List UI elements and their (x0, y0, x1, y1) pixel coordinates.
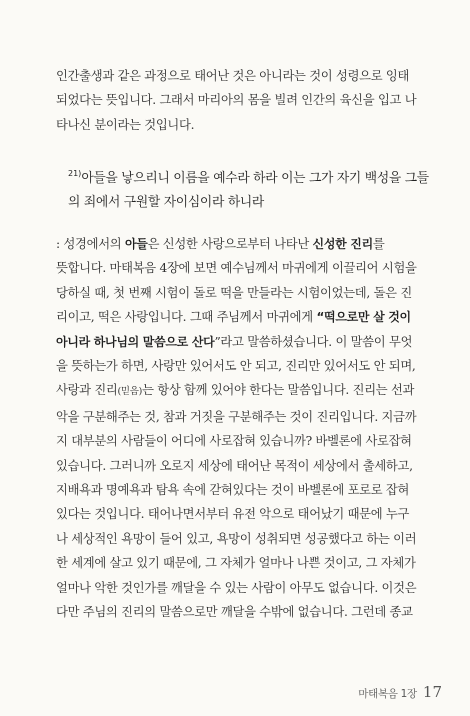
text-line (56, 600, 442, 624)
verse-number: 21) (68, 169, 82, 178)
text-line (56, 478, 442, 502)
text-run: ”라고 말씀하셨습니다. 이 말씀이 무엇 (214, 334, 413, 349)
bold-text: 신성한 진리 (312, 237, 373, 251)
text-line (56, 354, 442, 378)
text-run: 악을 구분해주는 것, 참과 거짓을 구분해주는 것이 진리입니다. 지금까 (56, 409, 417, 424)
text-line (56, 576, 442, 600)
text-line (56, 405, 442, 429)
text-line (56, 527, 442, 551)
text-line (56, 378, 442, 404)
text-run: 얼마나 악한 것인가를 깨달을 수 있는 사람이 아무도 없습니다. 이것은 (56, 580, 417, 595)
text-line (56, 256, 442, 280)
text-run: 를 (372, 237, 385, 251)
text-run: 다만 주님의 진리의 말씀으로만 깨달을 수밖에 없습니다. 그런데 종교 (56, 605, 413, 620)
text-run: 나 세상적인 욕망이 들어 있고, 욕망이 성취되면 성공했다고 하는 이러 (56, 531, 417, 546)
running-title: 마태복음 1장 (358, 688, 417, 700)
text-run: 한 세계에 살고 있기 때문에, 그 자체가 얼마나 나쁜 것이고, 그 자체가 (56, 556, 416, 571)
text-line (56, 305, 442, 329)
text-run: 리이고, 떡은 사랑입니다. 그때 주님께서 마귀에게 (56, 310, 317, 325)
text-line (56, 330, 442, 354)
text-run: 당하실 때, 첫 번째 시험이 돌로 떡을 만들라는 시험이었는데, 돌은 진 (56, 285, 412, 300)
text-run: 있다는 것입니다. 태어나면서부터 유전 악으로 태어났기 때문에 누구 (56, 507, 410, 522)
verse-line (68, 162, 443, 191)
text-run: 은 신성한 사랑으로부터 나타난 (147, 237, 313, 251)
text-run: 을 뜻하는가 하면, 사랑만 있어서도 안 되고, 진리만 있어서도 안 되며, (56, 359, 416, 374)
text-line (56, 281, 442, 305)
verse-line: 의 죄에서 구원할 자이심이라 하니라 (68, 195, 264, 210)
verse-quote (68, 162, 443, 215)
verse-text: 아들을 낳으리니 이름을 예수라 하라 이는 그가 자기 백성을 그들 (81, 171, 429, 186)
text-run: 지배욕과 명예욕과 탐욕 속에 갇혀있다는 것이 바벨론에 포로로 잡혀 (56, 483, 410, 498)
text-line: 인간출생과 같은 과정으로 태어난 것은 아니라는 것이 성령으로 잉태 (56, 69, 410, 83)
text-run: 있습니다. 그러니까 오로지 세상에 태어난 목적이 세상에서 출세하고, (56, 458, 413, 473)
page-footer (358, 682, 442, 701)
text-line (56, 454, 442, 478)
text-run: 사랑과 진리 (56, 383, 118, 398)
text-line (56, 429, 442, 453)
page-number: 17 (422, 683, 442, 701)
text-run: (믿음) (117, 386, 143, 398)
bold-text: 아니라 하나님의 말씀으로 산다 (56, 334, 215, 349)
text-line: 타나신 분이라는 것입니다. (56, 117, 195, 132)
text-run: 는 항상 함께 있어야 한다는 말씀입니다. 진리는 선과 (142, 383, 415, 398)
text-line (56, 551, 442, 575)
text-run: 뜻합니다. 마태복음 4장에 보면 예수님께서 마귀에게 이끌리어 시험을 (56, 261, 417, 276)
text-run: : 성경에서의 (56, 237, 125, 251)
text-line (56, 232, 442, 256)
bold-text: 아들 (124, 237, 148, 251)
bold-text: “떡으로만 살 것이 (316, 310, 411, 325)
text-line (56, 502, 442, 526)
text-run: 지 대부분의 사람들이 어디에 사로잡혀 있습니까? 바벨론에 사로잡혀 (56, 434, 412, 449)
paragraph-commentary (56, 232, 442, 625)
text-line: 되었다는 뜻입니다. 그래서 마리아의 몸을 빌려 인간의 육신을 입고 나 (56, 93, 417, 108)
paragraph-intro (56, 64, 442, 137)
